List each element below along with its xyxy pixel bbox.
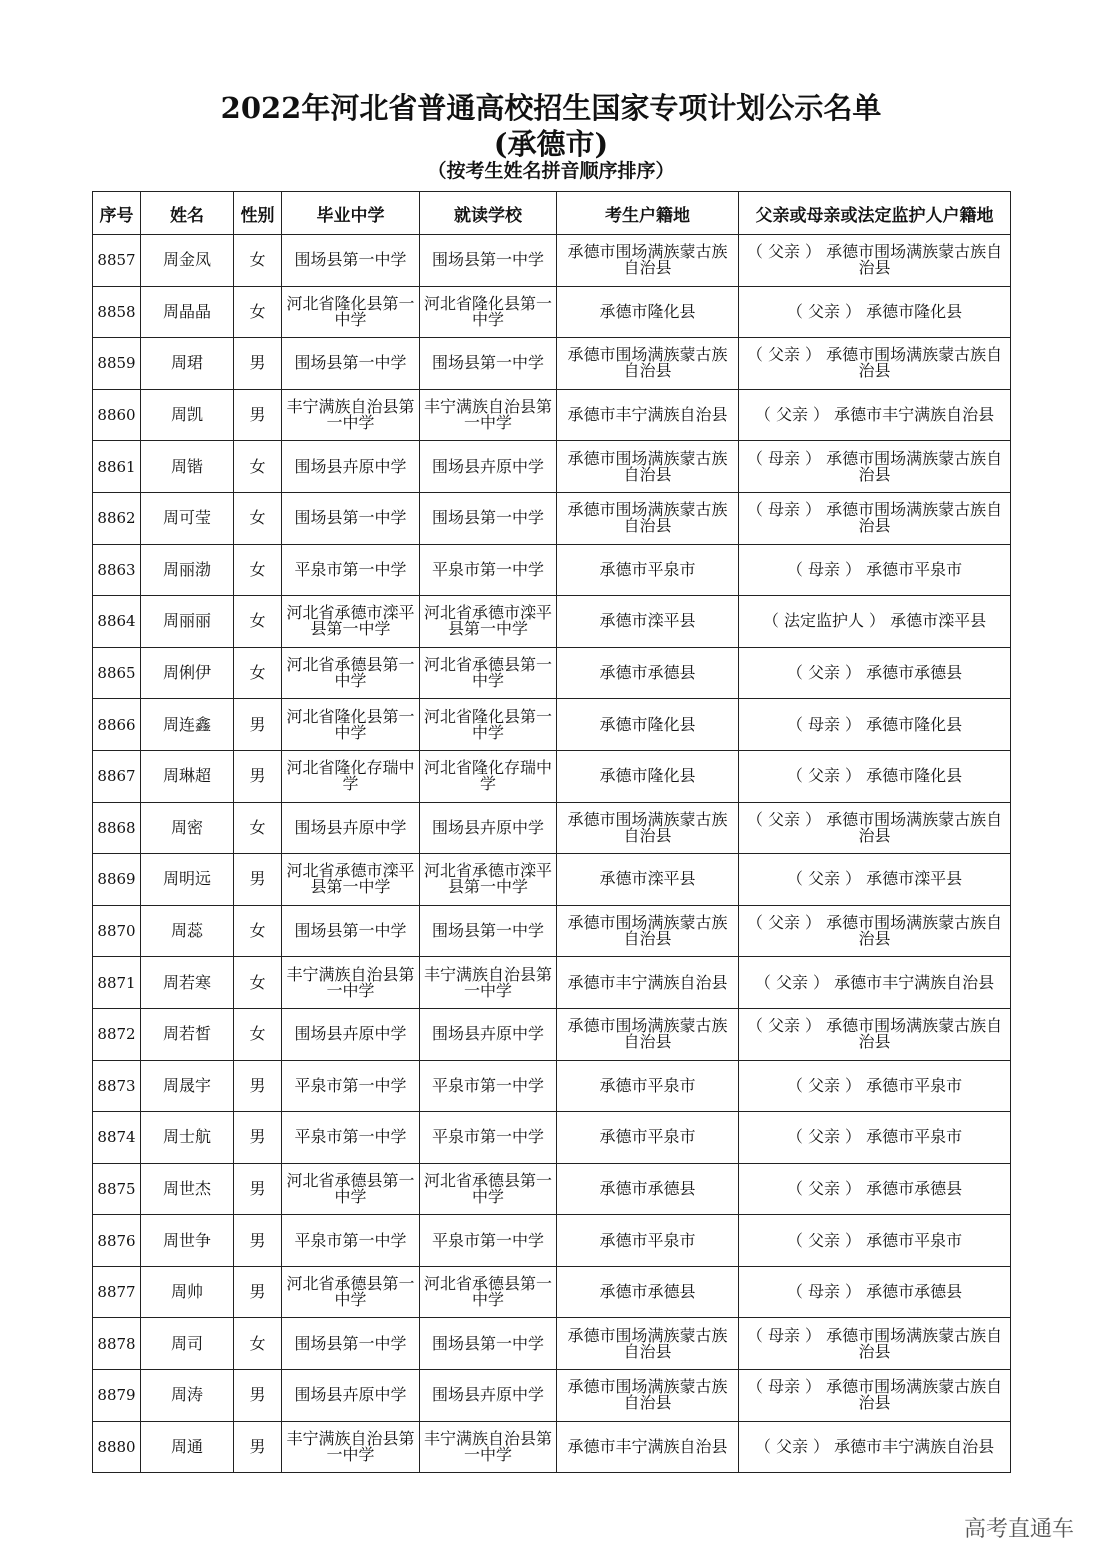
cell-graduation-school: 丰宁满族自治县第一中学 — [282, 1421, 420, 1473]
cell-name: 周晶晶 — [141, 286, 234, 338]
cell-current-school: 平泉市第一中学 — [420, 1112, 557, 1164]
cell-current-school: 河北省隆化存瑞中学 — [420, 750, 557, 802]
header-current-school: 就读学校 — [420, 192, 557, 235]
cell-current-school: 河北省承德县第一中学 — [420, 647, 557, 699]
roster-table — [92, 191, 1011, 1473]
cell-current-school: 丰宁满族自治县第一中学 — [420, 957, 557, 1009]
cell-gender: 女 — [234, 492, 282, 544]
cell-guardian-hukou: （ 父亲 ） 承德市围场满族蒙古族自治县 — [739, 235, 1011, 287]
cell-name: 周司 — [141, 1318, 234, 1370]
cell-index: 8880 — [93, 1421, 141, 1473]
cell-gender: 男 — [234, 1370, 282, 1422]
cell-graduation-school: 丰宁满族自治县第一中学 — [282, 957, 420, 1009]
cell-name: 周连鑫 — [141, 699, 234, 751]
cell-guardian-hukou: （ 父亲 ） 承德市承德县 — [739, 647, 1011, 699]
table-row — [93, 338, 1011, 390]
cell-graduation-school: 围场县第一中学 — [282, 338, 420, 390]
table-row — [93, 957, 1011, 1009]
table-row — [93, 235, 1011, 287]
cell-index: 8877 — [93, 1266, 141, 1318]
table-row — [93, 492, 1011, 544]
sort-note: （按考生姓名拼音顺序排序） — [427, 160, 675, 182]
cell-student-hukou: 承德市围场满族蒙古族自治县 — [557, 1318, 739, 1370]
cell-student-hukou: 承德市平泉市 — [557, 1112, 739, 1164]
header-index: 序号 — [93, 192, 141, 235]
cell-graduation-school: 围场县第一中学 — [282, 1318, 420, 1370]
table-row — [93, 750, 1011, 802]
cell-name: 周明远 — [141, 854, 234, 906]
cell-current-school: 围场县第一中学 — [420, 1318, 557, 1370]
cell-index: 8871 — [93, 957, 141, 1009]
cell-current-school: 围场县卉原中学 — [420, 802, 557, 854]
cell-current-school: 河北省隆化县第一中学 — [420, 286, 557, 338]
cell-name: 周丽丽 — [141, 596, 234, 648]
cell-student-hukou: 承德市隆化县 — [557, 750, 739, 802]
cell-index: 8870 — [93, 905, 141, 957]
cell-name: 周晟宇 — [141, 1060, 234, 1112]
cell-name: 周珺 — [141, 338, 234, 390]
cell-gender: 男 — [234, 1163, 282, 1215]
cell-graduation-school: 河北省隆化县第一中学 — [282, 286, 420, 338]
cell-guardian-hukou: （ 母亲 ） 承德市围场满族蒙古族自治县 — [739, 441, 1011, 493]
cell-gender: 男 — [234, 854, 282, 906]
header-student-hukou: 考生户籍地 — [557, 192, 739, 235]
cell-gender: 男 — [234, 1266, 282, 1318]
cell-current-school: 平泉市第一中学 — [420, 1060, 557, 1112]
cell-graduation-school: 河北省承德市滦平县第一中学 — [282, 596, 420, 648]
cell-gender: 男 — [234, 1060, 282, 1112]
cell-name: 周密 — [141, 802, 234, 854]
cell-current-school: 河北省隆化县第一中学 — [420, 699, 557, 751]
cell-gender: 女 — [234, 905, 282, 957]
cell-index: 8868 — [93, 802, 141, 854]
cell-guardian-hukou: （ 母亲 ） 承德市围场满族蒙古族自治县 — [739, 1318, 1011, 1370]
table-row — [93, 1008, 1011, 1060]
cell-guardian-hukou: （ 父亲 ） 承德市围场满族蒙古族自治县 — [739, 338, 1011, 390]
table-row — [93, 1421, 1011, 1473]
cell-guardian-hukou: （ 父亲 ） 承德市平泉市 — [739, 1112, 1011, 1164]
table-body — [93, 235, 1011, 1473]
cell-index: 8865 — [93, 647, 141, 699]
cell-guardian-hukou: （ 母亲 ） 承德市平泉市 — [739, 544, 1011, 596]
cell-current-school: 平泉市第一中学 — [420, 1215, 557, 1267]
cell-name: 周世争 — [141, 1215, 234, 1267]
cell-name: 周涛 — [141, 1370, 234, 1422]
document-title: 2022年河北省普通高校招生国家专项计划公示名单 — [220, 91, 882, 125]
cell-graduation-school: 围场县卉原中学 — [282, 1008, 420, 1060]
cell-gender: 男 — [234, 389, 282, 441]
cell-guardian-hukou: （ 父亲 ） 承德市丰宁满族自治县 — [739, 1421, 1011, 1473]
cell-guardian-hukou: （ 母亲 ） 承德市承德县 — [739, 1266, 1011, 1318]
cell-guardian-hukou: （ 父亲 ） 承德市平泉市 — [739, 1060, 1011, 1112]
header-row — [93, 192, 1011, 235]
cell-gender: 女 — [234, 441, 282, 493]
cell-gender: 女 — [234, 1318, 282, 1370]
cell-guardian-hukou: （ 法定监护人 ） 承德市滦平县 — [739, 596, 1011, 648]
cell-current-school: 围场县第一中学 — [420, 492, 557, 544]
watermark: 高考直通车 — [963, 1517, 1074, 1542]
cell-graduation-school: 围场县卉原中学 — [282, 441, 420, 493]
table-row — [93, 1266, 1011, 1318]
cell-index: 8862 — [93, 492, 141, 544]
cell-gender: 男 — [234, 338, 282, 390]
cell-index: 8879 — [93, 1370, 141, 1422]
cell-guardian-hukou: （ 父亲 ） 承德市隆化县 — [739, 286, 1011, 338]
table-row — [93, 647, 1011, 699]
cell-current-school: 河北省承德县第一中学 — [420, 1266, 557, 1318]
cell-guardian-hukou: （ 父亲 ） 承德市围场满族蒙古族自治县 — [739, 1008, 1011, 1060]
cell-index: 8867 — [93, 750, 141, 802]
cell-graduation-school: 丰宁满族自治县第一中学 — [282, 389, 420, 441]
cell-name: 周士航 — [141, 1112, 234, 1164]
cell-graduation-school: 河北省承德市滦平县第一中学 — [282, 854, 420, 906]
cell-gender: 男 — [234, 1112, 282, 1164]
cell-index: 8863 — [93, 544, 141, 596]
cell-guardian-hukou: （ 父亲 ） 承德市承德县 — [739, 1163, 1011, 1215]
table-row — [93, 802, 1011, 854]
cell-gender: 男 — [234, 1421, 282, 1473]
cell-graduation-school: 河北省隆化县第一中学 — [282, 699, 420, 751]
cell-current-school: 围场县第一中学 — [420, 338, 557, 390]
cell-gender: 男 — [234, 750, 282, 802]
cell-current-school: 平泉市第一中学 — [420, 544, 557, 596]
cell-guardian-hukou: （ 父亲 ） 承德市丰宁满族自治县 — [739, 957, 1011, 1009]
cell-current-school: 围场县卉原中学 — [420, 1370, 557, 1422]
cell-student-hukou: 承德市围场满族蒙古族自治县 — [557, 441, 739, 493]
cell-current-school: 丰宁满族自治县第一中学 — [420, 1421, 557, 1473]
cell-graduation-school: 围场县卉原中学 — [282, 802, 420, 854]
cell-index: 8873 — [93, 1060, 141, 1112]
cell-gender: 女 — [234, 957, 282, 1009]
cell-current-school: 围场县卉原中学 — [420, 441, 557, 493]
cell-name: 周若皙 — [141, 1008, 234, 1060]
table-row — [93, 1215, 1011, 1267]
cell-graduation-school: 河北省承德县第一中学 — [282, 1266, 420, 1318]
cell-current-school: 围场县卉原中学 — [420, 1008, 557, 1060]
cell-name: 周通 — [141, 1421, 234, 1473]
cell-graduation-school: 平泉市第一中学 — [282, 544, 420, 596]
cell-index: 8876 — [93, 1215, 141, 1267]
cell-student-hukou: 承德市承德县 — [557, 1163, 739, 1215]
cell-student-hukou: 承德市丰宁满族自治县 — [557, 957, 739, 1009]
cell-guardian-hukou: （ 父亲 ） 承德市围场满族蒙古族自治县 — [739, 802, 1011, 854]
cell-name: 周金凤 — [141, 235, 234, 287]
header-gender: 性别 — [234, 192, 282, 235]
cell-student-hukou: 承德市围场满族蒙古族自治县 — [557, 802, 739, 854]
header-guardian-hukou: 父亲或母亲或法定监护人户籍地 — [739, 192, 1011, 235]
cell-student-hukou: 承德市丰宁满族自治县 — [557, 1421, 739, 1473]
cell-current-school: 丰宁满族自治县第一中学 — [420, 389, 557, 441]
cell-gender: 女 — [234, 1008, 282, 1060]
cell-gender: 女 — [234, 596, 282, 648]
cell-student-hukou: 承德市平泉市 — [557, 1060, 739, 1112]
cell-student-hukou: 承德市围场满族蒙古族自治县 — [557, 338, 739, 390]
cell-guardian-hukou: （ 父亲 ） 承德市丰宁满族自治县 — [739, 389, 1011, 441]
table-row — [93, 699, 1011, 751]
cell-student-hukou: 承德市承德县 — [557, 1266, 739, 1318]
cell-name: 周可莹 — [141, 492, 234, 544]
cell-current-school: 围场县第一中学 — [420, 235, 557, 287]
cell-name: 周琳超 — [141, 750, 234, 802]
cell-guardian-hukou: （ 母亲 ） 承德市围场满族蒙古族自治县 — [739, 492, 1011, 544]
table-row — [93, 1318, 1011, 1370]
cell-index: 8872 — [93, 1008, 141, 1060]
cell-student-hukou: 承德市围场满族蒙古族自治县 — [557, 492, 739, 544]
table-row — [93, 1060, 1011, 1112]
cell-gender: 女 — [234, 235, 282, 287]
cell-gender: 女 — [234, 802, 282, 854]
cell-student-hukou: 承德市滦平县 — [557, 854, 739, 906]
cell-student-hukou: 承德市平泉市 — [557, 544, 739, 596]
cell-student-hukou: 承德市滦平县 — [557, 596, 739, 648]
cell-name: 周凯 — [141, 389, 234, 441]
cell-graduation-school: 围场县第一中学 — [282, 492, 420, 544]
cell-name: 周帅 — [141, 1266, 234, 1318]
document-subtitle: (承德市) — [493, 127, 609, 161]
header-graduation-school: 毕业中学 — [282, 192, 420, 235]
cell-guardian-hukou: （ 母亲 ） 承德市隆化县 — [739, 699, 1011, 751]
cell-gender: 男 — [234, 1215, 282, 1267]
cell-graduation-school: 平泉市第一中学 — [282, 1112, 420, 1164]
cell-student-hukou: 承德市围场满族蒙古族自治县 — [557, 1370, 739, 1422]
table-row — [93, 905, 1011, 957]
table-row — [93, 596, 1011, 648]
cell-student-hukou: 承德市平泉市 — [557, 1215, 739, 1267]
cell-guardian-hukou: （ 父亲 ） 承德市滦平县 — [739, 854, 1011, 906]
cell-student-hukou: 承德市隆化县 — [557, 286, 739, 338]
cell-index: 8866 — [93, 699, 141, 751]
cell-name: 周锴 — [141, 441, 234, 493]
cell-name: 周丽渤 — [141, 544, 234, 596]
cell-gender: 男 — [234, 699, 282, 751]
cell-graduation-school: 平泉市第一中学 — [282, 1060, 420, 1112]
cell-index: 8878 — [93, 1318, 141, 1370]
cell-index: 8858 — [93, 286, 141, 338]
cell-graduation-school: 河北省隆化存瑞中学 — [282, 750, 420, 802]
table-row — [93, 1112, 1011, 1164]
cell-graduation-school: 河北省承德县第一中学 — [282, 1163, 420, 1215]
cell-index: 8859 — [93, 338, 141, 390]
cell-name: 周世杰 — [141, 1163, 234, 1215]
cell-current-school: 河北省承德县第一中学 — [420, 1163, 557, 1215]
cell-current-school: 河北省承德市滦平县第一中学 — [420, 854, 557, 906]
cell-guardian-hukou: （ 父亲 ） 承德市隆化县 — [739, 750, 1011, 802]
cell-index: 8860 — [93, 389, 141, 441]
cell-gender: 女 — [234, 286, 282, 338]
cell-student-hukou: 承德市围场满族蒙古族自治县 — [557, 235, 739, 287]
table-row — [93, 441, 1011, 493]
cell-index: 8857 — [93, 235, 141, 287]
cell-graduation-school: 围场县第一中学 — [282, 235, 420, 287]
cell-guardian-hukou: （ 父亲 ） 承德市平泉市 — [739, 1215, 1011, 1267]
cell-guardian-hukou: （ 父亲 ） 承德市围场满族蒙古族自治县 — [739, 905, 1011, 957]
cell-graduation-school: 河北省承德县第一中学 — [282, 647, 420, 699]
cell-gender: 女 — [234, 544, 282, 596]
cell-student-hukou: 承德市承德县 — [557, 647, 739, 699]
cell-student-hukou: 承德市隆化县 — [557, 699, 739, 751]
cell-index: 8869 — [93, 854, 141, 906]
table-row — [93, 544, 1011, 596]
table-row — [93, 1370, 1011, 1422]
cell-gender: 女 — [234, 647, 282, 699]
cell-current-school: 围场县第一中学 — [420, 905, 557, 957]
cell-name: 周俐伊 — [141, 647, 234, 699]
cell-index: 8875 — [93, 1163, 141, 1215]
header-name: 姓名 — [141, 192, 234, 235]
cell-index: 8864 — [93, 596, 141, 648]
cell-student-hukou: 承德市丰宁满族自治县 — [557, 389, 739, 441]
cell-name: 周若寒 — [141, 957, 234, 1009]
cell-student-hukou: 承德市围场满族蒙古族自治县 — [557, 905, 739, 957]
table-row — [93, 389, 1011, 441]
cell-student-hukou: 承德市围场满族蒙古族自治县 — [557, 1008, 739, 1060]
cell-guardian-hukou: （ 母亲 ） 承德市围场满族蒙古族自治县 — [739, 1370, 1011, 1422]
cell-name: 周蕊 — [141, 905, 234, 957]
table-row — [93, 854, 1011, 906]
cell-index: 8874 — [93, 1112, 141, 1164]
table-row — [93, 1163, 1011, 1215]
cell-current-school: 河北省承德市滦平县第一中学 — [420, 596, 557, 648]
cell-graduation-school: 平泉市第一中学 — [282, 1215, 420, 1267]
cell-index: 8861 — [93, 441, 141, 493]
cell-graduation-school: 围场县第一中学 — [282, 905, 420, 957]
cell-graduation-school: 围场县卉原中学 — [282, 1370, 420, 1422]
table-row — [93, 286, 1011, 338]
